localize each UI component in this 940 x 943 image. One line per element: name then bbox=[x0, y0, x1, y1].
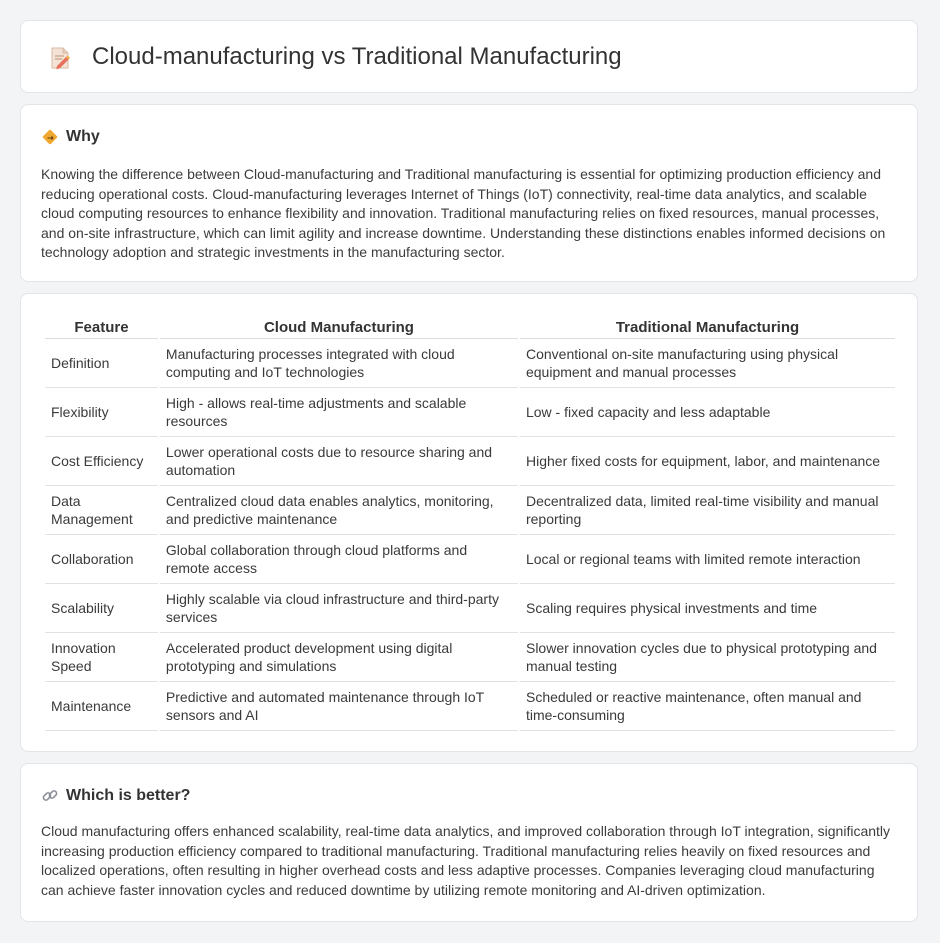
better-text: Cloud manufacturing offers enhanced scalability, real-time data analytics, and improved collaboration through IoT integration, significantly increasing production efficiency compared to traditional manufacturing. Traditional manufacturing relies heavily on fixed resources and localized operations, often resulting in higher overhead costs and less adaptive processes. Companies leveraging cloud manufacturing can achieve faster innovation cycles and reduced downtime by utilizing remote monitoring and AI-driven optimization. bbox=[41, 823, 891, 898]
why-heading: Why bbox=[66, 128, 100, 145]
feature-cell: Maintenance bbox=[45, 682, 158, 731]
why-text: Knowing the difference between Cloud-manufacturing and Traditional manufacturing is essential for optimizing production efficiency and reducing operational costs. Cloud-manufacturing leverages Internet of Things (IoT) connectivity, real-time data analytics, and scalable cloud computing resources to enhance flexibility and innovation. Traditional manufacturing relies on fixed resources, manual processes, and on-site infrastructure, which can limit agility and increase downtime. Understanding these distinctions enables informed decisions on technology adoption and strategic investments in the manufacturing sector. bbox=[41, 166, 886, 260]
cloud-cell: High - allows real-time adjustments and scalable resources bbox=[160, 388, 518, 437]
traditional-cell: Decentralized data, limited real-time visibility and manual reporting bbox=[520, 486, 895, 535]
comparison-section bbox=[20, 293, 918, 752]
feature-cell: Flexibility bbox=[45, 388, 158, 437]
traditional-cell: Scaling requires physical investments and time bbox=[520, 584, 895, 633]
cloud-cell: Manufacturing processes integrated with cloud computing and IoT technologies bbox=[160, 339, 518, 388]
traditional-cell: Local or regional teams with limited remote interaction bbox=[520, 535, 895, 584]
feature-cell: Data Management bbox=[45, 486, 158, 535]
table-row bbox=[45, 633, 895, 682]
cloud-cell: Global collaboration through cloud platforms and remote access bbox=[160, 535, 518, 584]
title-card bbox=[20, 20, 918, 93]
table-row bbox=[45, 339, 895, 388]
cloud-cell: Lower operational costs due to resource sharing and automation bbox=[160, 437, 518, 486]
header-cloud: Cloud Manufacturing bbox=[160, 316, 518, 339]
traditional-cell: Conventional on-site manufacturing using physical equipment and manual processes bbox=[520, 339, 895, 388]
table-row bbox=[45, 535, 895, 584]
feature-cell: Collaboration bbox=[45, 535, 158, 584]
header-traditional: Traditional Manufacturing bbox=[520, 316, 895, 339]
table-row bbox=[45, 682, 895, 731]
table-row bbox=[45, 388, 895, 437]
table-row bbox=[45, 584, 895, 633]
header-feature: Feature bbox=[45, 316, 158, 339]
better-heading: Which is better? bbox=[66, 787, 191, 804]
table-row bbox=[45, 437, 895, 486]
cloud-cell: Accelerated product development using digital prototyping and simulations bbox=[160, 633, 518, 682]
traditional-cell: Scheduled or reactive maintenance, often manual and time-consuming bbox=[520, 682, 895, 731]
traditional-cell: Low - fixed capacity and less adaptable bbox=[520, 388, 895, 437]
traditional-cell: Higher fixed costs for equipment, labor, and maintenance bbox=[520, 437, 895, 486]
table-row bbox=[45, 486, 895, 535]
cloud-cell: Highly scalable via cloud infrastructure and third-party services bbox=[160, 584, 518, 633]
traditional-cell: Slower innovation cycles due to physical prototyping and manual testing bbox=[520, 633, 895, 682]
cloud-cell: Predictive and automated maintenance through IoT sensors and AI bbox=[160, 682, 518, 731]
feature-cell: Innovation Speed bbox=[45, 633, 158, 682]
which-is-better-section bbox=[20, 763, 918, 922]
page-title: Cloud-manufacturing vs Traditional Manufacturing bbox=[92, 43, 622, 70]
feature-cell: Cost Efficiency bbox=[45, 437, 158, 486]
diamond-signal-icon bbox=[41, 128, 59, 146]
why-section bbox=[20, 104, 918, 282]
cloud-cell: Centralized cloud data enables analytics, monitoring, and predictive maintenance bbox=[160, 486, 518, 535]
table-header-row bbox=[45, 316, 895, 339]
document-edit-icon bbox=[47, 45, 73, 71]
feature-cell: Definition bbox=[45, 339, 158, 388]
feature-cell: Scalability bbox=[45, 584, 158, 633]
comparison-table bbox=[43, 316, 897, 731]
link-icon bbox=[41, 787, 59, 805]
